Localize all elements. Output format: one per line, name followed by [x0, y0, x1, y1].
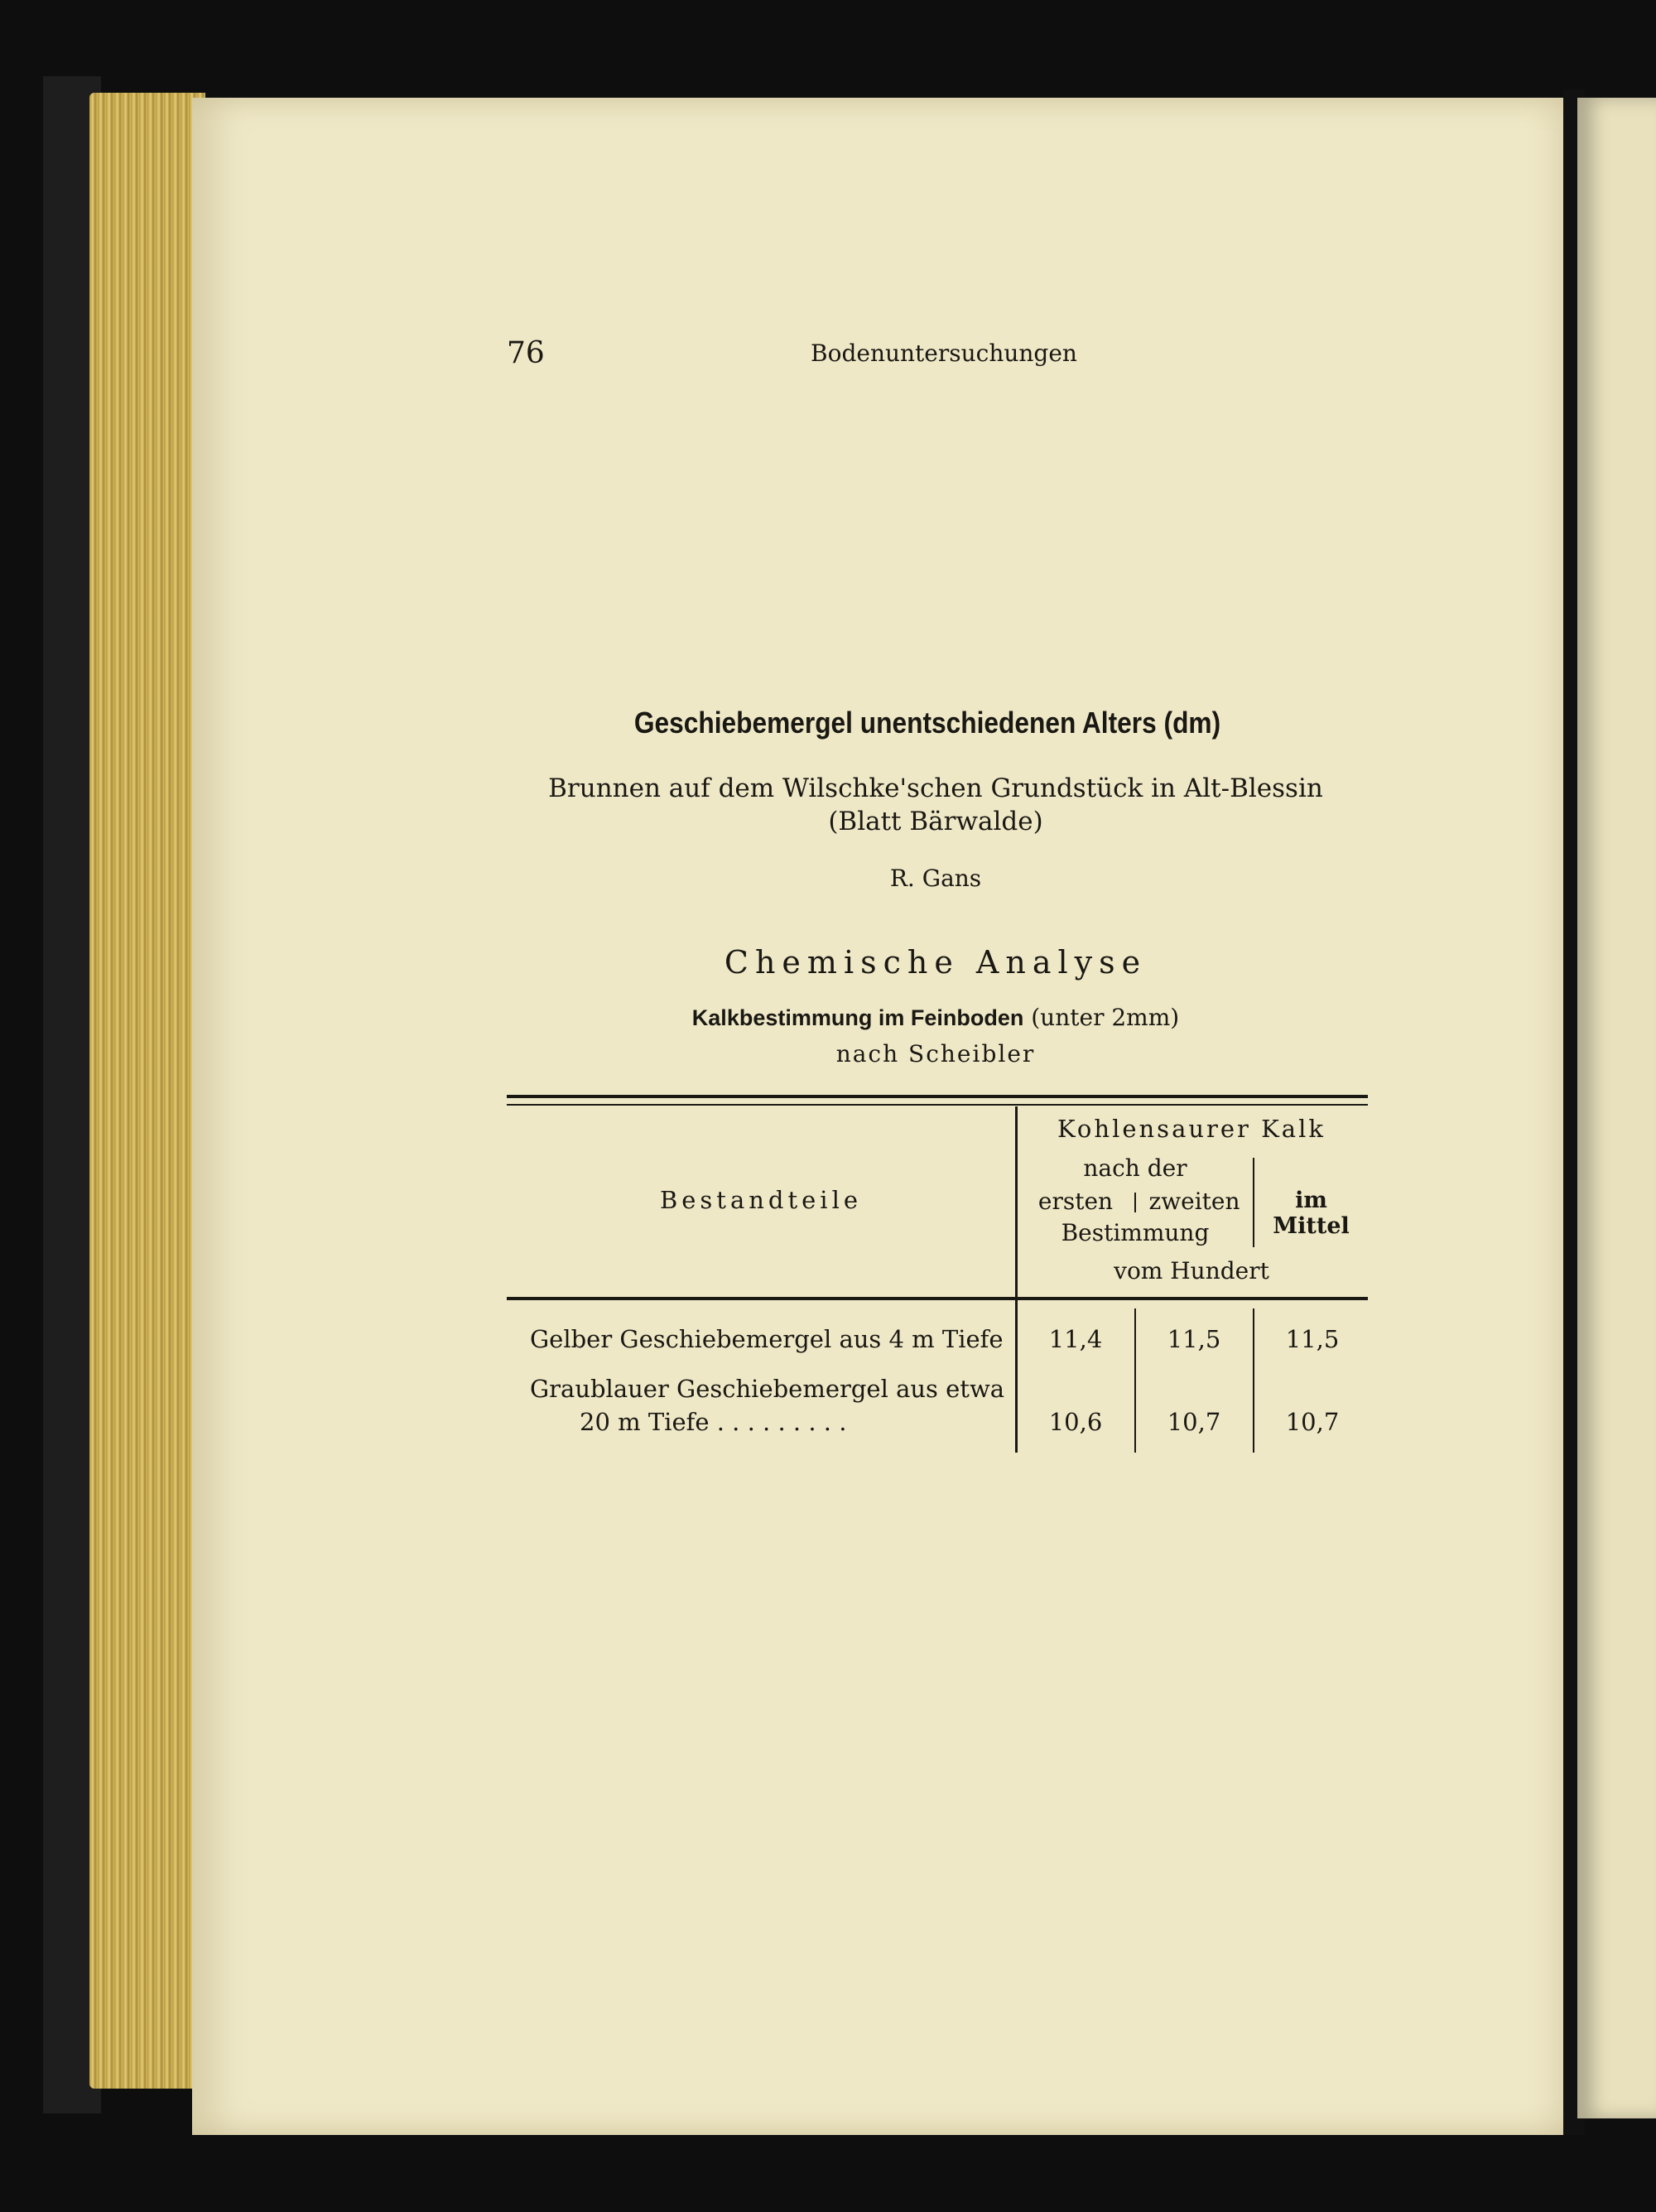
- analysis-heading: Chemische Analyse: [724, 944, 1148, 981]
- column-header-bestandteile: Bestandteile: [659, 1186, 863, 1214]
- method-bold: Kalkbestimmung im Feinboden: [691, 1005, 1024, 1030]
- method-author: nach Scheibler: [835, 1040, 1036, 1067]
- table-cell-ersten: 11,4: [1048, 1325, 1103, 1353]
- column-header-mittel: im Mittel: [1273, 1188, 1350, 1239]
- table-cell-mittel: 10,7: [1285, 1408, 1340, 1436]
- table-cell-zweiten: 10,7: [1167, 1408, 1221, 1436]
- facing-page-edge: [1577, 98, 1656, 2118]
- table-cell-ersten: 10,6: [1048, 1408, 1103, 1436]
- table-row-label: Gelber Geschiebemergel aus 4 m Tiefe: [530, 1325, 1004, 1353]
- table-cell-mittel: 11,5: [1285, 1325, 1340, 1353]
- running-head: Bodenuntersuchungen: [811, 340, 1077, 367]
- column-header-zweiten: zweiten: [1148, 1188, 1240, 1215]
- map-sheet-line: (Blatt Bärwalde): [828, 807, 1043, 836]
- location-line: Brunnen auf dem Wilschke'schen Grundstück in Alt-Blessin: [548, 773, 1323, 803]
- column-header-ersten: ersten: [1037, 1188, 1114, 1215]
- table-row-label: Graublauer Geschiebemergel aus etwa: [530, 1375, 1005, 1403]
- column-group-header: Kohlensaurer Kalk: [1057, 1115, 1326, 1143]
- table-header-rule: [507, 1297, 1368, 1300]
- method-sieve-size: (unter 2mm): [1031, 1004, 1180, 1031]
- table-row-label-cont: 20 m Tiefe . . . . . . . . .: [580, 1408, 847, 1436]
- page-stack-edges: [89, 93, 205, 2089]
- section-title: Geschiebemergel unentschiedenen Alters (dm): [633, 706, 1221, 740]
- column-subheader-bestimmung: Bestimmung: [1061, 1219, 1210, 1246]
- table-top-rule-thin: [507, 1104, 1368, 1106]
- column-subheader-nach-der: nach der: [1083, 1154, 1187, 1182]
- page-number: 76: [507, 336, 545, 370]
- author: R. Gans: [889, 865, 982, 892]
- column-unit: vom Hundert: [1114, 1257, 1269, 1284]
- table-cell-zweiten: 11,5: [1167, 1325, 1221, 1353]
- method-line: [497, 1004, 1374, 1031]
- table-top-rule: [507, 1095, 1368, 1098]
